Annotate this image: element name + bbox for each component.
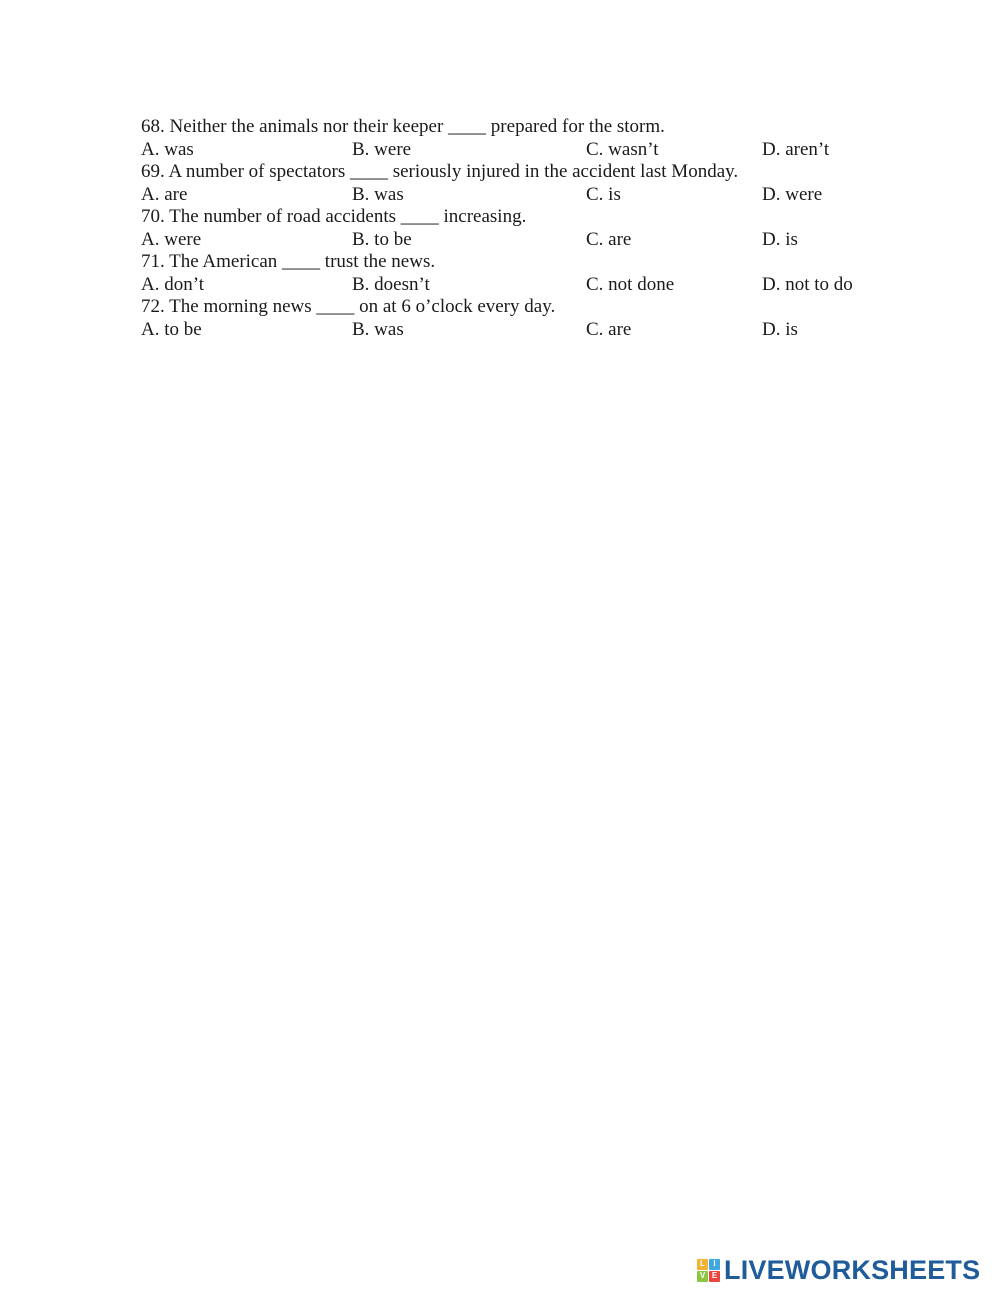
- option-d: D. aren’t: [762, 138, 830, 160]
- option-b: B. to be: [352, 228, 412, 250]
- option-b: B. was: [352, 183, 404, 205]
- options-68: [141, 139, 881, 162]
- options-69: [141, 184, 881, 207]
- question-71: 71. The American ____ trust the news.: [141, 251, 436, 272]
- options-70: [141, 229, 881, 252]
- liveworksheets-brand: [697, 1255, 980, 1285]
- option-c: C. are: [586, 228, 632, 250]
- question-list: [141, 116, 881, 341]
- option-c: C. is: [586, 183, 621, 205]
- option-b: B. were: [352, 138, 412, 160]
- options-71: [141, 274, 881, 297]
- liveworksheets-logo-icon: [697, 1259, 720, 1282]
- option-d: D. is: [762, 228, 798, 250]
- option-b: B. was: [352, 318, 404, 340]
- option-c: C. wasn’t: [586, 138, 659, 160]
- question-69: 69. A number of spectators ____ seriously injured in the accident last Monday.: [141, 161, 739, 182]
- logo-tile-i: I: [709, 1259, 720, 1270]
- option-a: A. to be: [141, 318, 202, 340]
- option-d: D. were: [762, 183, 823, 205]
- option-d: D. is: [762, 318, 798, 340]
- option-c: C. are: [586, 318, 632, 340]
- logo-tile-l: L: [697, 1259, 708, 1270]
- option-a: A. was: [141, 138, 194, 160]
- option-d: D. not to do: [762, 273, 853, 295]
- option-b: B. doesn’t: [352, 273, 430, 295]
- option-a: A. don’t: [141, 273, 204, 295]
- brand-name: LIVEWORKSHEETS: [724, 1255, 981, 1285]
- question-72: 72. The morning news ____ on at 6 o’clock every day.: [141, 296, 556, 317]
- option-c: C. not done: [586, 273, 675, 295]
- question-68: 68. Neither the animals nor their keeper ____ prepared for the storm.: [141, 116, 665, 137]
- options-72: [141, 319, 881, 342]
- question-70: 70. The number of road accidents ____ increasing.: [141, 206, 527, 227]
- logo-tile-v: V: [697, 1271, 708, 1282]
- logo-tile-e: E: [709, 1271, 720, 1282]
- option-a: A. were: [141, 228, 202, 250]
- option-a: A. are: [141, 183, 188, 205]
